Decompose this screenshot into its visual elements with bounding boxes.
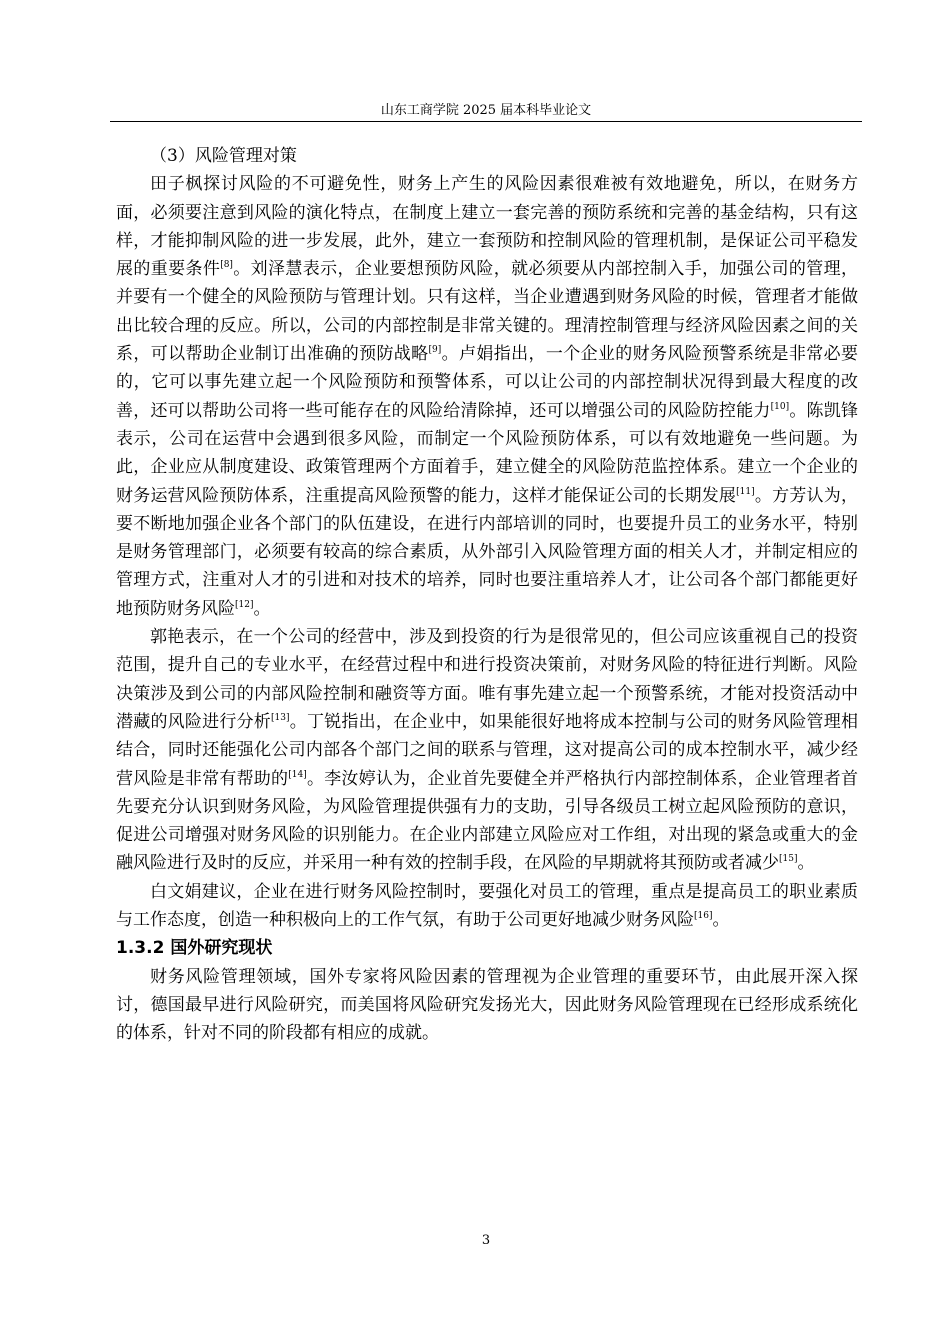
paragraph-3 [116,878,858,935]
citation: [14] [288,769,307,780]
page-body [116,142,858,1048]
citation: [16] [694,911,713,922]
text-run: 。卢娟指出，一个企业的财务风险预警系统是非常必要的，它可以事先建立起一个风险预防和预警体系，可以让公司的内部控制状况得到最大程度的改善，还可以帮助公司将一些可能存在的风险给清除掉，还可以增强公司的风险防控能力 [116,344,859,421]
paragraph-2 [116,623,858,878]
text-run: 。 [253,598,271,619]
citation: [8] [220,260,233,271]
paragraph-4: 财务风险管理领域，国外专家将风险因素的管理视为企业管理的重要环节，由此展开深入探讨，德国最早进行风险研究，而美国将风险研究发扬光大，因此财务风险管理现在已经形成系统化的体系，针对不同的阶段都有相应的成就。 [116,966,858,1044]
text-run: 。刘泽慧表示，企业要想预防风险，就必须要从内部控制入手，加强公司的管理，并要有一个健全的风险预防与管理计划。只有这样，当企业遭遇到财务风险的时候，管理者才能做出比较合理的反应。所以，公司的内部控制是非常关键的。理清控制管理与经济风险因素之间的关系，可以帮助企业制订出准确的预防战略 [116,259,859,365]
section-heading: 1.3.2 国外研究现状 [116,938,273,959]
text-run: 郭艳表示，在一个公司的经营中，涉及到投资的行为是很常见的，但公司应该重视自己的投资范围，提升自己的专业水平，在经营过程中和进行投资决策前，对财务风险的特征进行判断。风险决策涉及到公司的内部风险控制和融资等方面。唯有事先建立起一个预警系统，才能对投资活动中潜藏的风险进行分析 [116,627,858,732]
text-run: 。 [797,853,815,874]
page-number: 3 [481,1233,491,1248]
text-run: 田子枫探讨风险的不可避免性，财务上产生的风险因素很难被有效地避免，所以，在财务方面，必须要注意到风险的演化特点，在制度上建立一套完善的预防系统和完善的基金结构，只有这样，才能抑制风险的进一步发展，此外，建立一套预防和控制风险的管理机制，是保证公司平稳发展的重要条件 [116,174,858,280]
text-run: 。丁锐指出，在企业中，如果能很好地将成本控制与公司的财务风险管理相结合，同时还能强化公司内部各个部门之间的联系与管理，这对提高公司的成本控制水平，减少经营风险是非常有帮助的 [116,711,859,789]
citation: [10] [770,401,790,412]
text-run: 。李汝婷认为，企业首先要健全并严格执行内部控制体系，企业管理者首先要充分认识到财务风险，为风险管理提供强有力的支助，引导各级员工树立起风险预防的意识，促进公司增强对财务风险的识别能力。在企业内部建立风险应对工作组，对出现的紧急或重大的金融风险进行及时的反应，并采用一种有效的控制手段，在风险的早期就将其预防或者减少 [116,768,858,874]
citation: [13] [271,712,290,723]
citation: [9] [428,345,442,356]
text-run: 。陈凯锋表示，公司在运营中会遇到很多风险，而制定一个风险预防体系，可以有效地避免一些问题。为此，企业应从制度建设、政策管理两个方面着手，建立健全的风险防范监控体系。建立一个企业的财务运营风险预防体系，注重提高风险预警的能力，这样才能保证公司的长期发展 [116,400,858,506]
citation: [11] [736,486,755,497]
subsection-heading: （3）风险管理对策 [150,146,297,166]
paragraph-1 [116,170,858,623]
text-run: 。 [712,910,730,931]
header-rule [110,121,862,122]
citation: [15] [779,854,798,865]
citation: [12] [235,599,254,610]
text-run: 白文娟建议，企业在进行财务风险控制时，要强化对员工的管理，重点是提高员工的职业素质与工作态度，创造一种积极向上的工作气氛，有助于公司更好地减少财务风险 [116,881,858,931]
text-run: 。方芳认为，要不断地加强企业各个部门的队伍建设，在进行内部培训的同时，也要提升员工的业务水平，特别是财务管理部门，必须要有较高的综合素质，从外部引入风险管理方面的相关人才，并制定相应的管理方式，注重对人才的引进和对技术的培养，同时也要注重培养人才，让公司各个部门都能更好地预防财务风险 [116,485,858,619]
running-header: 山东工商学院 2025 届本科毕业论文 [380,103,592,118]
